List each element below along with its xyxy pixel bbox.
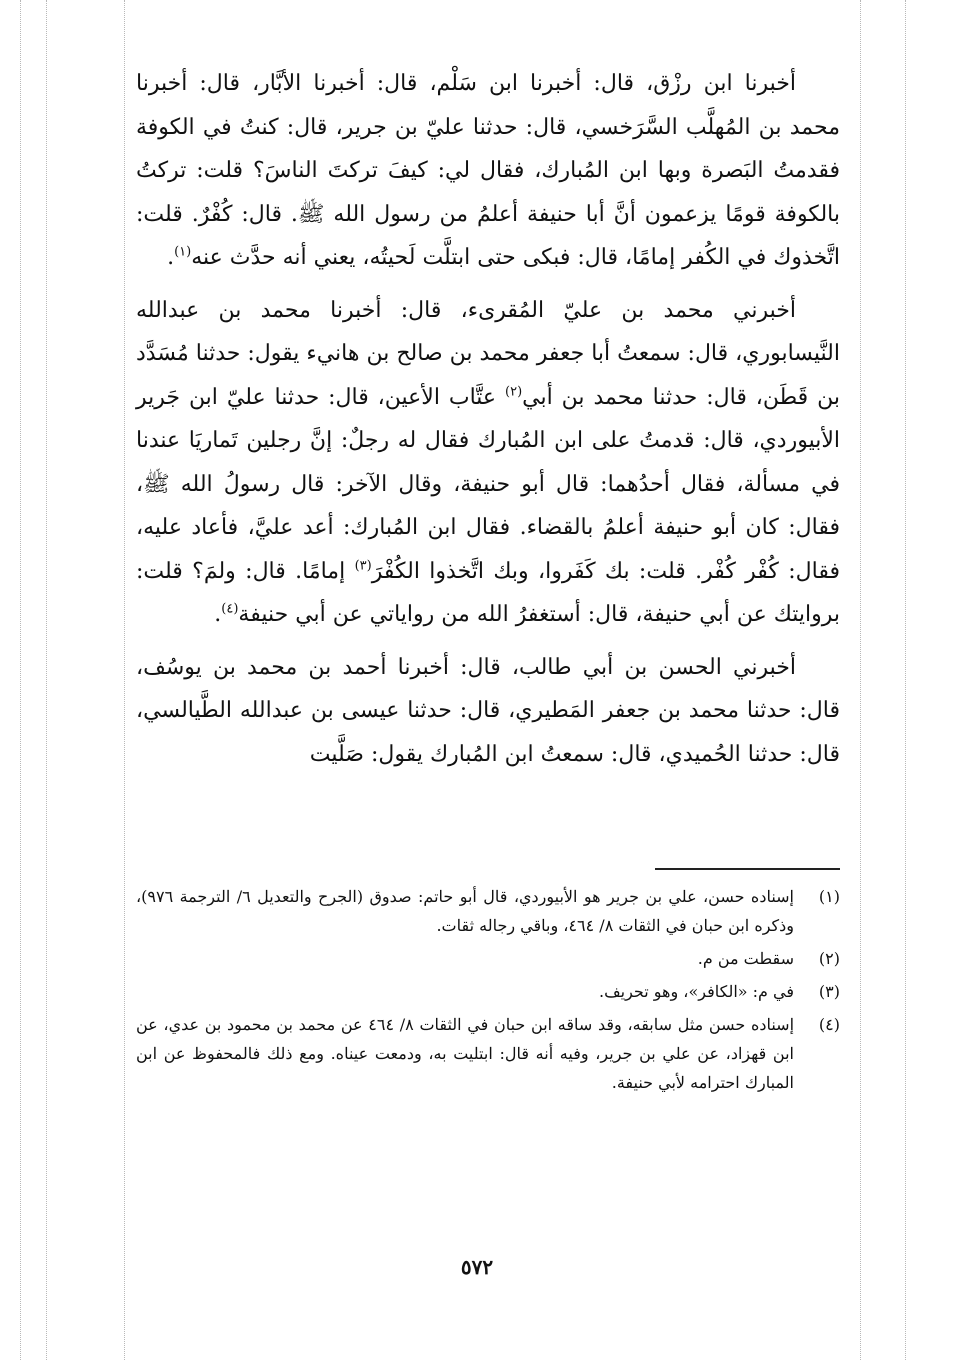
footnote-number: (٤) (818, 1015, 840, 1034)
paragraph (136, 62, 840, 280)
footnote-number: (١) (818, 887, 840, 906)
margin-guide-line (860, 0, 861, 1360)
footnote-reference: (١) (174, 244, 192, 260)
margin-guide-line (124, 0, 125, 1360)
footnote-text: إسناده حسن، علي بن جرير هو الأبيوردي، قال أبو حاتم: صدوق (الجرح والتعديل ٦/ الترجمة ٩٧٦)، وذكره ابن حبان في الثقات ٨/ ٤٦٤، وباقي رجاله ثقات. (136, 887, 794, 935)
paragraph-text: إمامًا. قال: ولمَ؟ قلت: بروايتك عن أبي حنيفة، قال: أستغفرُ الله من رواياتي عن أبي حنيفة (136, 558, 840, 627)
paragraph-text: أخبرني الحسن بن أبي طالب، قال: أخبرنا أحمد بن محمد بن يوسُف، قال: حدثنا محمد بن جعفر المَطيري، قال: حدثنا عيسى بن عبدالله الطَّيالسي، قال: حدثنا الحُميدي، قال: سمعتُ ابن المُبارك يقول: صَلَّيت (136, 654, 840, 767)
page-number: ٥٧٢ (460, 1255, 494, 1279)
footnote-reference: (٤) (221, 601, 239, 617)
footnote (136, 1010, 840, 1097)
paragraph-text: . (167, 245, 175, 270)
margin-guide-line (905, 0, 906, 1360)
footnote-number: (٢) (818, 949, 840, 968)
paragraph (136, 646, 840, 777)
footnote-reference: (٢) (505, 384, 523, 400)
footnote-number: (٣) (818, 982, 840, 1001)
footnote (136, 944, 840, 973)
footnote-text: إسناده حسن مثل سابقه، وقد ساقه ابن حبان في الثقات ٨/ ٤٦٤ عن محمد بن محمود بن عدي، عن ابن قهزاد، عن علي بن جرير، وفيه أنه قال: ابتليت به، ودمعت عيناه. ومع ذلك فالمحفوظ عن ابن المبارك احترامه لأبي حنيفة. (136, 1015, 795, 1092)
paragraph-text: . (214, 602, 222, 627)
paragraph-text: أخبرني محمد بن عليّ المُقرىء، قال: أخبرنا محمد بن عبدالله النَّيسابوري، قال: سمعتُ أبا جعفر محمد بن صالح بن هانيء يقول: حدثنا مُسَدَّد بن قَطَن، قال: حدثنا محمد بن أبي (136, 297, 841, 410)
paragraph-text: أخبرنا ابن رزْق، قال: أخبرنا ابن سَلْم، قال: أخبرنا الأبَّار، قال: أخبرنا محمد بن المُهلَّب السَّرَخسي، قال: حدثنا عليّ بن جرير، قال: كنتُ في الكوفة فقدمتُ البَصرة وبها ابن المُبارك، فقال لي: كيفَ تركتَ الناسَ؟ قلت: تركتُ بالكوفة قومًا يزعمون أنَّ أبا حنيفة أعلمُ من رسول الله ﷺ. قال: كُفْرٌ. قلت: اتَّخذوك في الكُفر إمامًا، قال: فبكى حتى ابتلَّت لَحيتُه، يعني أنه حدَّث عنه (136, 71, 840, 270)
footnote-text: سقطت من م. (697, 949, 794, 968)
paragraph-text: عتَّاب الأعين، قال: حدثنا عليّ ابن جَرير الأبيوردي، قال: قدمتُ على ابن المُبارك فقال له رجلٌ: إنَّ رجلين تَماريَا عندنا في مسألة، فقال أحدُهما: قال أبو حنيفة، وقال الآخر: قال رسولُ الله ﷺ، فقال: كان أبو حنيفة أعلمُ بالقضاء. فقال ابن المُبارك: أعد عليَّ، فأعاد عليه، فقال: كُفْر كُفْر. قلت: بك كَفَروا، وبك اتَّخذوا الكُفْرَ (136, 384, 841, 584)
footnote-text: في م: «الكافر»، وهو تحريف. (598, 982, 794, 1001)
footnote-separator (655, 868, 840, 870)
footnote-reference: (٣) (354, 558, 372, 574)
footnote (136, 977, 840, 1006)
paragraph (136, 289, 840, 637)
footnote (136, 882, 840, 940)
margin-guide-line (46, 0, 47, 1360)
main-text (136, 62, 840, 785)
margin-guide-line (20, 0, 21, 1360)
footnotes (136, 882, 840, 1101)
